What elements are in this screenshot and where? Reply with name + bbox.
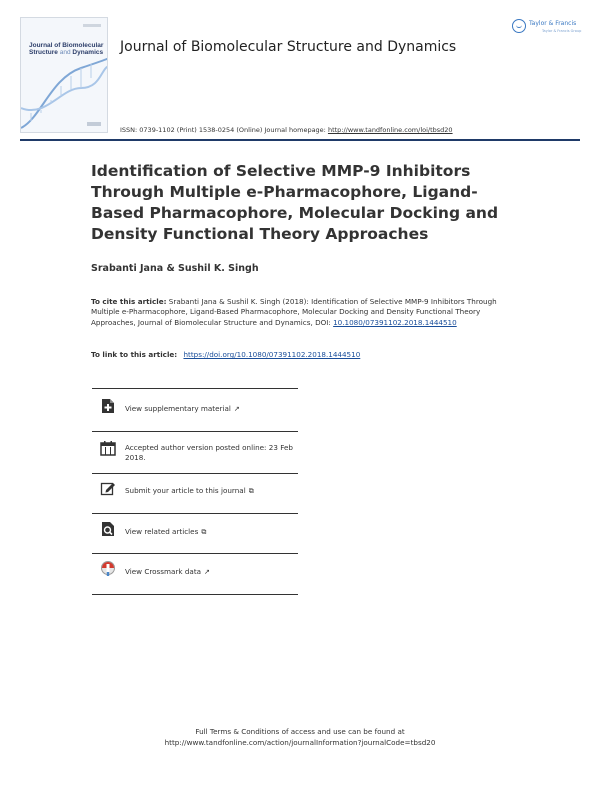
journal-cover-image	[20, 17, 108, 133]
document-plus-icon	[100, 398, 116, 414]
external-link-icon: ⧉	[201, 528, 207, 536]
footer-terms	[0, 727, 600, 748]
crossmark-link[interactable]: View Crossmark data ↗	[125, 567, 210, 576]
related-row[interactable]	[100, 521, 116, 541]
publisher-logo[interactable]	[512, 17, 588, 39]
issn-text: ISSN: 0739-1102 (Print) 1538-0254 (Online) Journal homepage:	[120, 126, 326, 134]
cite-label: To cite this article:	[91, 297, 167, 306]
article-link-line	[91, 350, 360, 359]
actions-divider-2	[92, 473, 298, 474]
cite-text: Srabanti Jana & Sushil K. Singh (2018): Identification of Selective MMP-9 Inhibitors Through Multiple e-Pharmacophore, Ligand-Based Pharmacophore, Molecular Docking and Density Functional Theory Approaches, Journal of Biomolecular Structure and Dynamics, DOI:	[91, 297, 497, 327]
article-title: Identification of Selective MMP-9 Inhibitors Through Multiple e-Pharmacophore, Ligand-Based Pharmacophore, Molecular Docking and Density Functional Theory Approaches	[91, 162, 499, 243]
external-link-icon: ⧉	[248, 487, 254, 495]
journal-homepage-link[interactable]: http://www.tandfonline.com/loi/tbsd20	[327, 126, 453, 134]
link-label: To link to this article:	[91, 350, 178, 359]
footer-line1: Full Terms & Conditions of access and use can be found at	[195, 727, 405, 736]
supplementary-link[interactable]: View supplementary material ↗	[125, 404, 240, 413]
crossmark-row[interactable]	[100, 561, 116, 581]
crossmark-icon	[100, 561, 116, 577]
actions-divider-4	[92, 553, 298, 554]
accepted-row	[100, 440, 116, 460]
cover-title: Journal of Biomolecular Structure and Dynamics	[29, 42, 104, 56]
document-search-icon	[100, 521, 116, 537]
cover-header-bar	[83, 24, 101, 27]
publisher-logo-icon	[512, 19, 526, 33]
cover-publisher-mark	[87, 122, 101, 126]
edit-pencil-icon	[100, 480, 116, 496]
external-link-icon: ↗	[204, 568, 210, 576]
supplementary-row[interactable]	[100, 398, 116, 418]
actions-top-divider	[92, 388, 298, 389]
issn-line	[120, 126, 453, 134]
calendar-icon	[100, 440, 116, 456]
article-authors: Srabanti Jana & Sushil K. Singh	[91, 263, 259, 274]
accepted-text: Accepted author version posted online: 23 Feb 2018.	[125, 443, 293, 462]
article-doi-link[interactable]: https://doi.org/10.1080/07391102.2018.1444510	[183, 350, 361, 359]
submit-link[interactable]: Submit your article to this journal ⧉	[125, 486, 254, 495]
journal-title[interactable]: Journal of Biomolecular Structure and Dynamics	[120, 39, 457, 55]
actions-divider-1	[92, 431, 298, 432]
actions-bottom-divider	[92, 594, 298, 595]
related-link[interactable]: View related articles ⧉	[125, 527, 207, 536]
citation-block	[91, 297, 516, 328]
publisher-logo-sub: Taylor & Francis Group	[542, 29, 582, 33]
publisher-logo-name: Taylor & Francis	[529, 20, 577, 27]
cite-doi-link[interactable]: 10.1080/07391102.2018.1444510	[333, 317, 457, 327]
footer-terms-link[interactable]: http://www.tandfonline.com/action/journalInformation?journalCode=tbsd20	[164, 737, 436, 747]
external-link-icon: ↗	[233, 405, 240, 413]
header-divider	[20, 139, 580, 141]
submit-row[interactable]	[100, 480, 116, 500]
actions-divider-3	[92, 513, 298, 514]
